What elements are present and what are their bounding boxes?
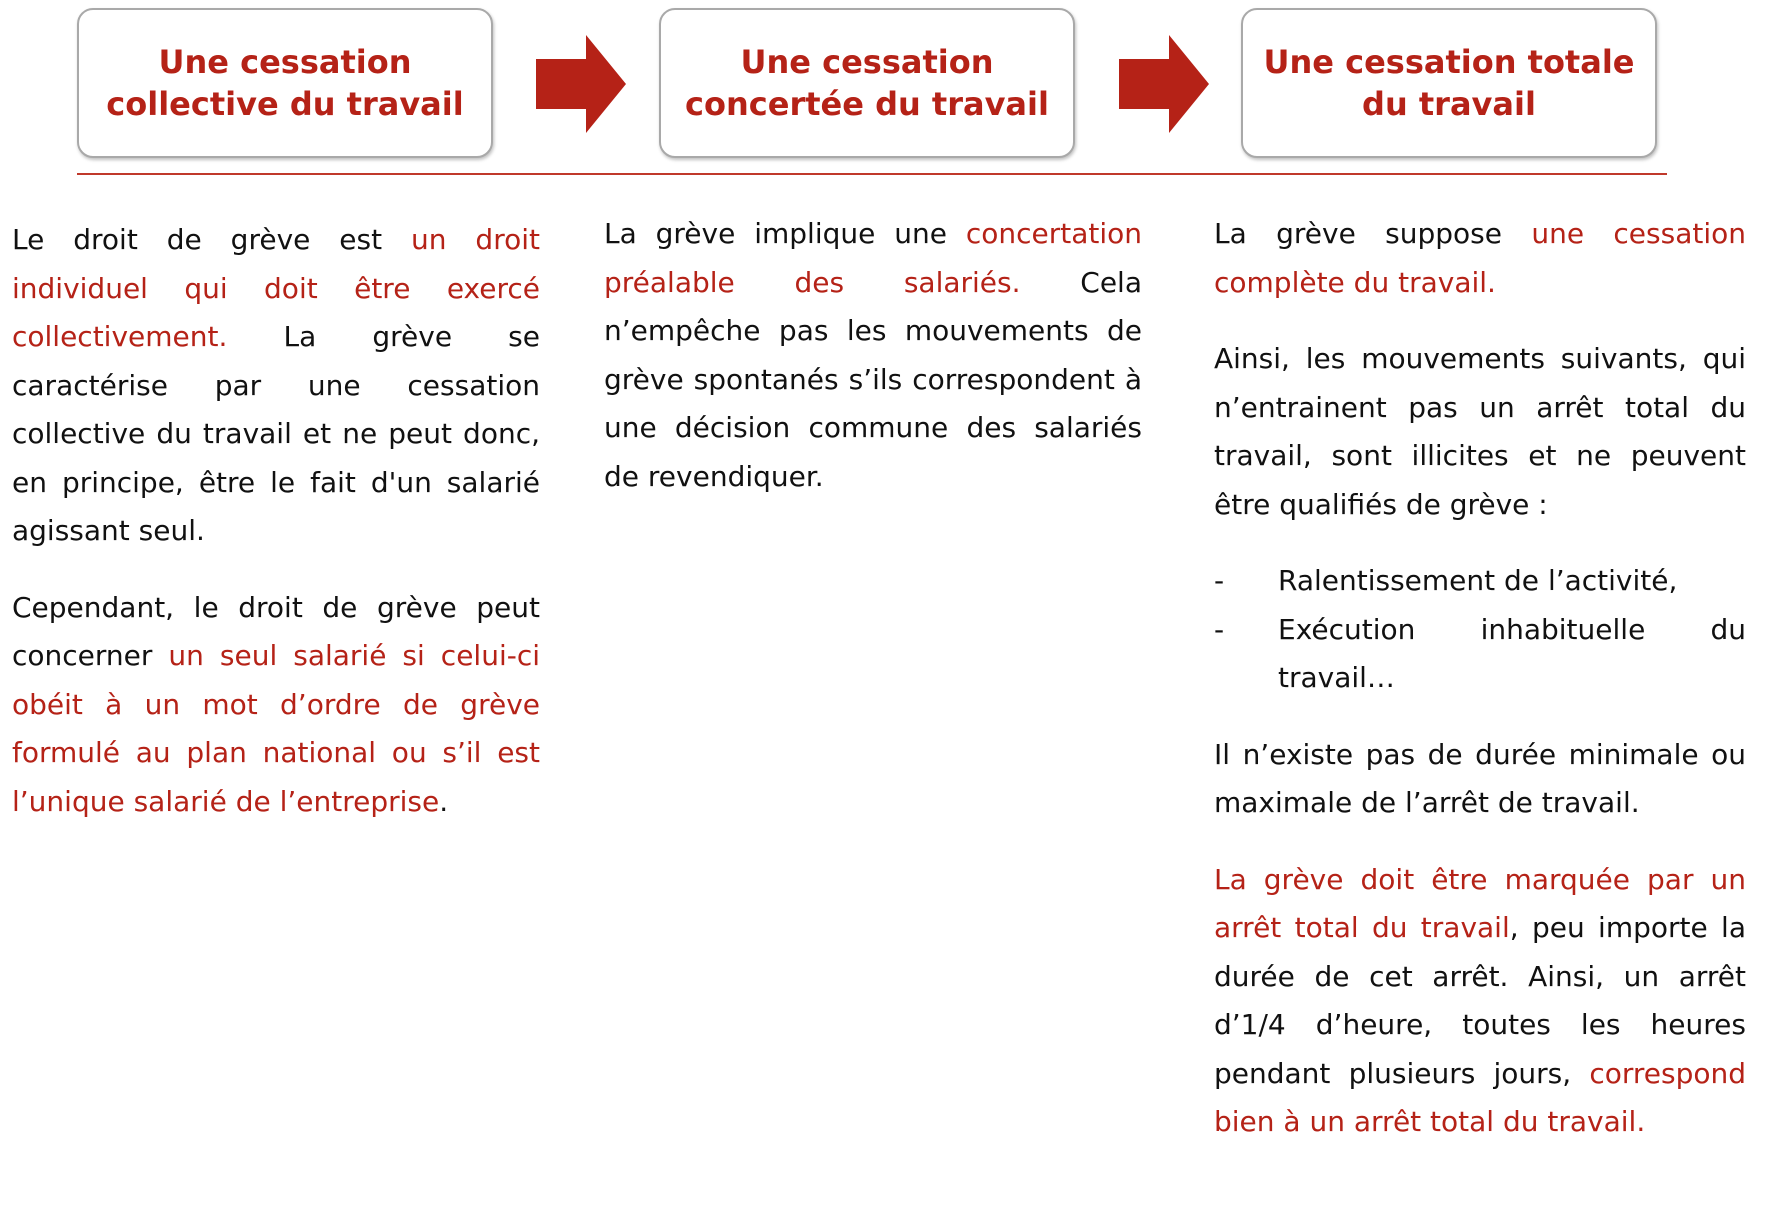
step-title-line: du travail (1362, 85, 1536, 123)
list-item: - Ralentissement de l’activité, (1214, 557, 1746, 606)
highlight-text: correspond bien à un arrêt total du travail. (1214, 1056, 1746, 1138)
text: , peu importe la durée de cet arrêt. Ainsi, un arrêt d’1/4 d’heure, toutes les heures pendant plusieurs jours, (1214, 911, 1746, 1090)
right-arrow-icon (536, 35, 626, 133)
column-collective (12, 216, 540, 854)
text: Cela n’empêche pas les mouvements de grève spontanés s’ils correspondent à une décision commune des salariés de revendiquer. (604, 265, 1142, 493)
column-concertee (604, 210, 1142, 529)
highlight-text: un seul salarié si celui-ci obéit à un mot d’ordre de grève formulé au plan national ou s’il est l’unique salarié de l’entreprise (12, 639, 540, 818)
right-arrow-icon (1119, 35, 1209, 133)
step-title-line: Une cessation totale (1263, 43, 1635, 81)
text: La grève se caractérise par une cessation collective du travail et ne peut donc, en principe, être le fait d'un salarié agissant seul. (12, 320, 540, 547)
paragraph: Ainsi, les mouvements suivants, qui n’entrainent pas un arrêt total du travail, sont illicites et ne peuvent être qualifiés de grève : (1214, 342, 1746, 521)
highlight-text: un droit individuel qui doit être exercé collectivement. (12, 223, 540, 353)
paragraph (604, 210, 1142, 501)
list-item: - Exécution inhabituelle du travail… (1214, 606, 1746, 703)
bullet-list (1214, 557, 1746, 703)
column-totale (1214, 210, 1746, 1175)
paragraph (1214, 856, 1746, 1147)
text: . (439, 784, 449, 818)
step-title-line: Une cessation (158, 43, 412, 81)
divider-line (77, 173, 1667, 175)
text: La grève suppose (1214, 217, 1532, 250)
highlight-text: concertation préalable des salariés. (604, 217, 1142, 299)
step-title-line: concertée du travail (685, 85, 1049, 123)
step-title-line: Une cessation (740, 43, 994, 81)
text: Cependant, le droit de grève peut concerner (12, 590, 540, 672)
text: Le droit de grève est (12, 223, 412, 256)
paragraph (1214, 210, 1746, 307)
step-title-line: collective du travail (106, 85, 464, 123)
step-box-collective (77, 8, 493, 158)
text: La grève implique une (604, 217, 966, 250)
paragraph: Il n’existe pas de durée minimale ou maximale de l’arrêt de travail. (1214, 737, 1746, 819)
highlight-text: une cessation complète du travail. (1214, 217, 1746, 299)
paragraph (12, 584, 540, 827)
highlight-text: La grève doit être marquée par un arrêt total du travail (1214, 862, 1746, 944)
paragraph (12, 216, 540, 556)
step-box-totale (1241, 8, 1657, 158)
step-box-concertee (659, 8, 1075, 158)
